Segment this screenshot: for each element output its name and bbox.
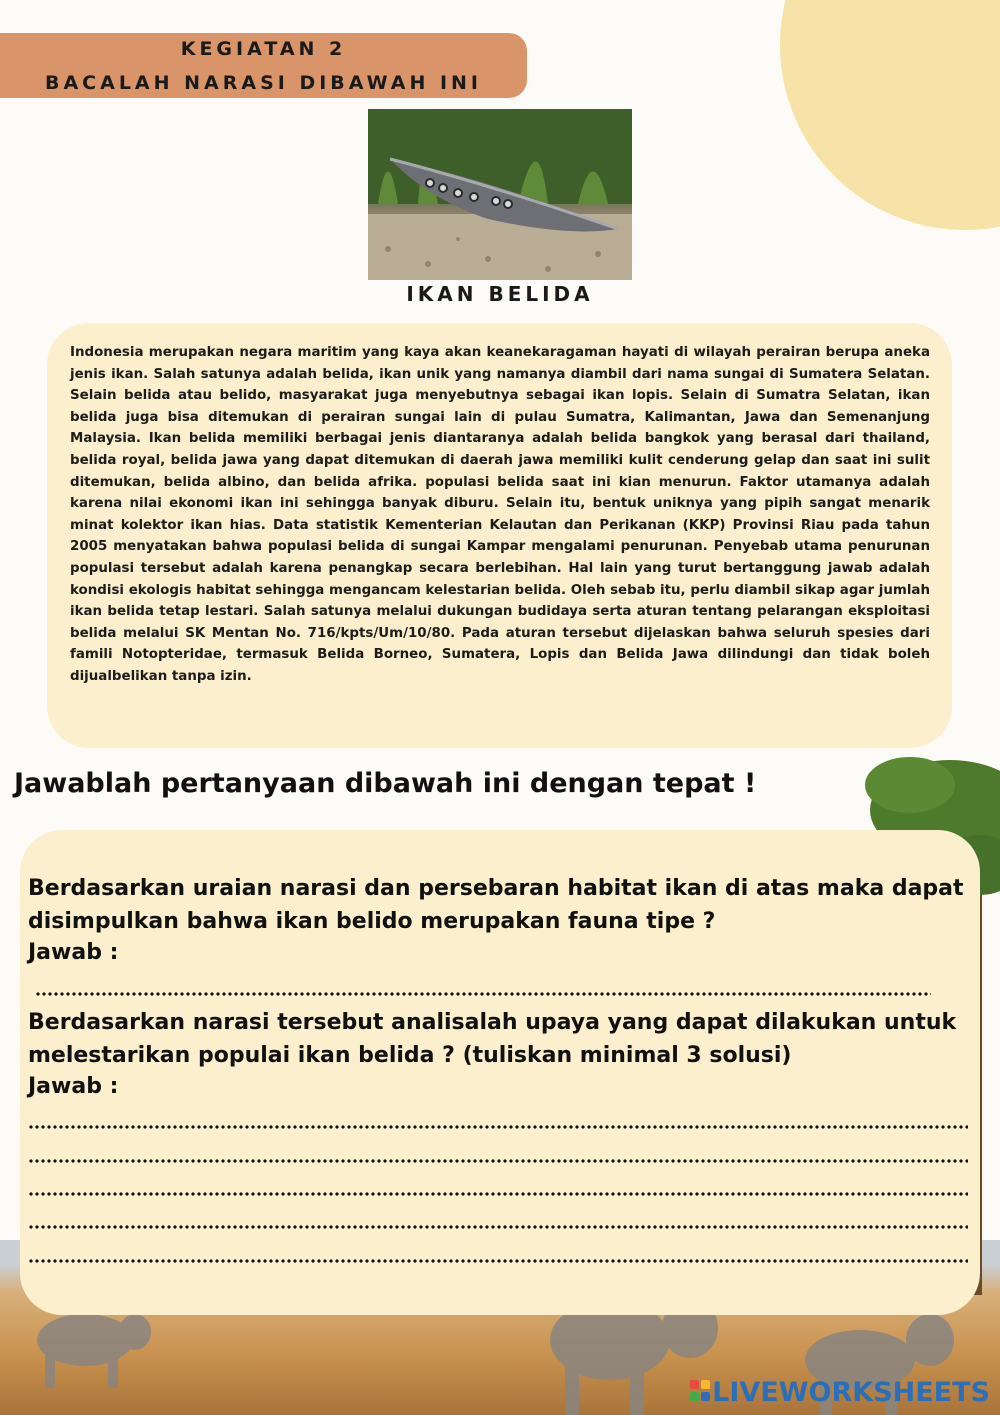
question-2-line-1: Berdasarkan narasi tersebut analisalah upaya yang dapat dilakukan untuk: [28, 1010, 957, 1035]
liveworksheets-logo[interactable]: [690, 1374, 990, 1410]
liveworksheets-logo-text: LIVEWORKSHEETS: [712, 1376, 990, 1408]
activity-instruction: BACALAH NARASI DIBAWAH INI: [44, 72, 482, 94]
question-1-line-1: Berdasarkan uraian narasi dan persebaran habitat ikan di atas maka dapat: [28, 876, 964, 901]
fish-photo: [368, 109, 632, 280]
photo-caption: IKAN BELIDA: [406, 282, 594, 306]
fish-illustration: [368, 109, 632, 280]
answer-1-field[interactable]: [35, 991, 931, 997]
activity-title: KEGIATAN 2: [180, 38, 347, 60]
answer-1-label: Jawab :: [28, 940, 119, 965]
answer-2-field-line-1[interactable]: [28, 1124, 968, 1130]
question-instruction: Jawablah pertanyaan dibawah ini dengan tepat !: [14, 768, 757, 799]
answer-2-field-line-3[interactable]: [28, 1191, 968, 1197]
liveworksheets-logo-icon: [690, 1378, 708, 1406]
answer-2-field-line-2[interactable]: [28, 1158, 968, 1164]
question-2-line-2: melestarikan populai ikan belida ? (tuliskan minimal 3 solusi): [28, 1043, 792, 1068]
answer-2-field-line-4[interactable]: [28, 1224, 968, 1230]
question-1-line-2: disimpulkan bahwa ikan belido merupakan fauna tipe ?: [28, 909, 716, 934]
narration-text: Indonesia merupakan negara maritim yang kaya akan keanekaragaman hayati di wilayah perairan berupa aneka jenis ikan. Salah satunya adalah belida, ikan unik yang namanya diambil dari nama sungai di Sumatera Selatan. Selain belida atau belido, masyarakat juga menyebutnya sebagai ikan lopis. Selain di Sumatra Selatan, ikan belida juga bisa ditemukan di perairan sungai lain di pulau Sumatra, Kalimantan, Jawa dan Semenanjung Malaysia. Ikan belida memiliki berbagai jenis diantaranya adalah belida bangkok yang berasal dari thailand, belida royal, belida jawa yang dapat ditemukan di daerah jawa memiliki kulit cenderung gelap dan saat ini sulit ditemukan, belida albino, dan belida afrika. populasi belida saat ini kian menurun. Faktor utamanya adalah karena nilai ekonomi ikan ini sehingga banyak diburu. Selain itu, bentuk uniknya yang pipih sangat menarik minat kolektor ikan hias. Data statistik Kementerian Kelautan dan Perikanan (KKP) Provinsi Riau pada tahun 2005 menyatakan bahwa populasi belida di sungai Kampar mengalami penurunan. Penyebab utama penurunan populasi tersebut adalah karena penangkap secara berlebihan. Hal lain yang turut bertanggung jawab adalah kondisi ekologis habitat sehingga mengancam kelestarian belida. Oleh sebab itu, perlu diambil sikap agar jumlah ikan belida tetap lestari. Salah satunya melalui dukungan budidaya serta aturan tentang pelarangan eksploitasi belida melalui SK Mentan No. 716/kpts/Um/10/80. Pada aturan tersebut dijelaskan bahwa seluruh spesies dari famili Notopteridae, termasuk Belida Borneo, Sumatera, Lopis dan Belida Jawa dilindungi dan tidak boleh dijualbelikan tanpa izin.: [70, 345, 930, 684]
sun-decoration: [780, 0, 1000, 230]
answer-2-field-line-5[interactable]: [28, 1258, 968, 1264]
answer-2-label: Jawab :: [28, 1074, 119, 1099]
